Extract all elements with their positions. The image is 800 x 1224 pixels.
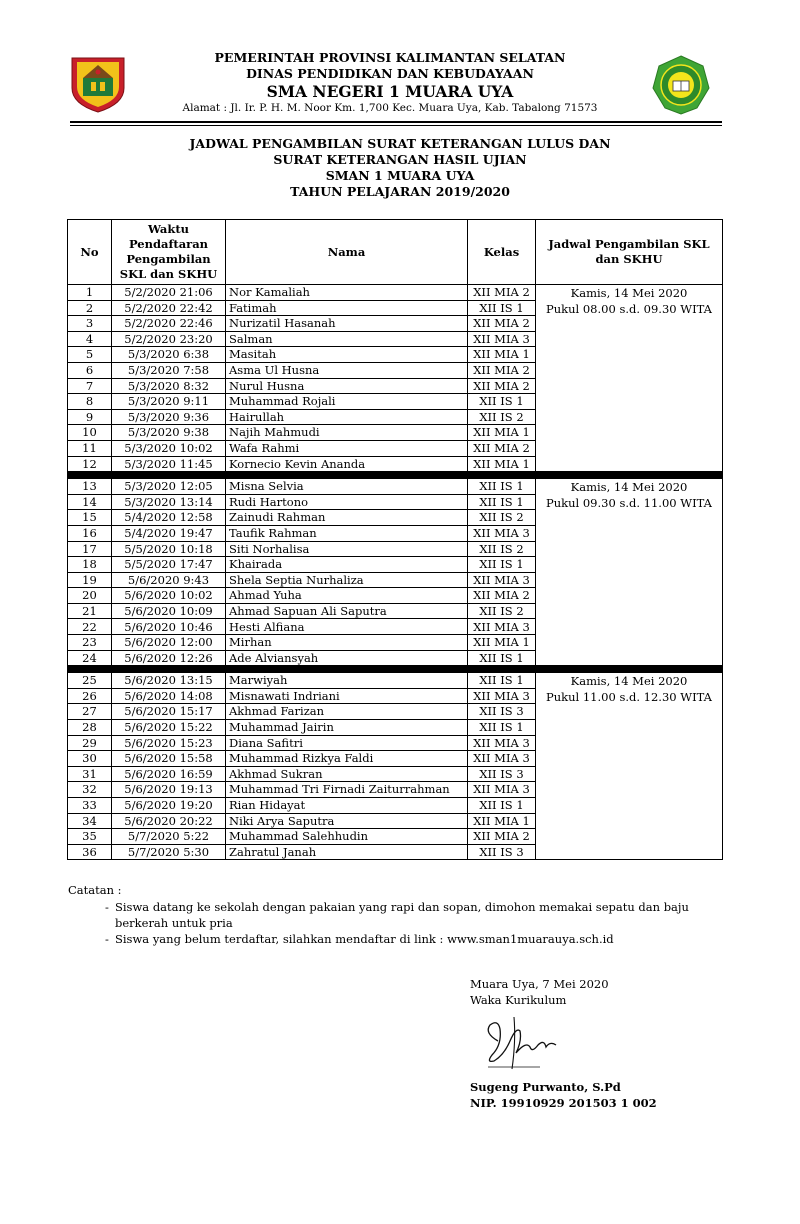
signer-name: Sugeng Purwanto, S.Pd	[470, 1080, 621, 1094]
row-name: Muhammad Salehhudin	[226, 829, 468, 845]
row-name: Asma Ul Husna	[226, 362, 468, 378]
row-registration-time: 5/2/2020 21:06	[112, 285, 226, 301]
row-class: XII MIA 2	[468, 829, 536, 845]
title-line-1: JADWAL PENGAMBILAN SURAT KETERANGAN LULUS DAN	[189, 136, 611, 151]
row-no: 15	[68, 510, 112, 526]
place-date: Muara Uya, 7 Mei 2020	[470, 977, 609, 991]
row-class: XII MIA 2	[468, 362, 536, 378]
row-registration-time: 5/7/2020 5:22	[112, 829, 226, 845]
document-title	[100, 136, 700, 200]
letterhead	[0, 0, 800, 126]
row-registration-time: 5/3/2020 9:11	[112, 394, 226, 410]
table-header-row	[68, 220, 723, 285]
row-class: XII MIA 3	[468, 688, 536, 704]
school-name: SMA NEGERI 1 MUARA UYA	[266, 82, 514, 101]
header-name: Nama	[226, 220, 468, 285]
row-no: 7	[68, 378, 112, 394]
title-line-3: SMAN 1 MUARA UYA	[325, 168, 475, 183]
row-registration-time: 5/2/2020 22:46	[112, 316, 226, 332]
row-registration-time: 5/6/2020 13:15	[112, 673, 226, 689]
row-name: Khairada	[226, 557, 468, 573]
schedule-time: Pukul 11.00 s.d. 12.30 WITA	[546, 690, 712, 705]
row-class: XII IS 1	[468, 300, 536, 316]
row-registration-time: 5/6/2020 10:09	[112, 603, 226, 619]
row-no: 24	[68, 650, 112, 666]
row-registration-time: 5/6/2020 10:02	[112, 588, 226, 604]
row-name: Fatimah	[226, 300, 468, 316]
schedule-time: Pukul 08.00 s.d. 09.30 WITA	[546, 302, 712, 316]
handwritten-signature	[470, 1011, 590, 1075]
row-registration-time: 5/6/2020 15:23	[112, 735, 226, 751]
schedule-day: Kamis, 14 Mei 2020	[570, 286, 688, 300]
row-name: Ahmad Sapuan Ali Saputra	[226, 603, 468, 619]
row-no: 34	[68, 813, 112, 829]
row-name: Wafa Rahmi	[226, 440, 468, 456]
row-registration-time: 5/6/2020 16:59	[112, 766, 226, 782]
row-no: 27	[68, 704, 112, 720]
row-name: Salman	[226, 331, 468, 347]
row-name: Hairullah	[226, 409, 468, 425]
province-emblem-icon	[69, 52, 127, 114]
row-registration-time: 5/2/2020 23:20	[112, 331, 226, 347]
row-class: XII MIA 2	[468, 378, 536, 394]
row-name: Zainudi Rahman	[226, 510, 468, 526]
row-registration-time: 5/6/2020 12:00	[112, 635, 226, 651]
separator-bar	[68, 472, 723, 479]
school-logo-icon	[651, 54, 711, 116]
row-name: Mirhan	[226, 635, 468, 651]
row-registration-time: 5/6/2020 19:13	[112, 782, 226, 798]
row-registration-time: 5/4/2020 19:47	[112, 525, 226, 541]
schedule-day: Kamis, 14 Mei 2020	[570, 674, 688, 689]
row-no: 26	[68, 688, 112, 704]
row-registration-time: 5/3/2020 10:02	[112, 440, 226, 456]
row-class: XII MIA 3	[468, 572, 536, 588]
row-no: 18	[68, 557, 112, 573]
row-class: XII MIA 2	[468, 285, 536, 301]
group-separator	[68, 666, 723, 673]
row-name: Akhmad Farizan	[226, 704, 468, 720]
row-no: 5	[68, 347, 112, 363]
header-class: Kelas	[468, 220, 536, 285]
row-name: Akhmad Sukran	[226, 766, 468, 782]
row-registration-time: 5/5/2020 17:47	[112, 557, 226, 573]
table-row	[68, 285, 723, 301]
row-name: Taufik Rahman	[226, 525, 468, 541]
table-row	[68, 673, 723, 689]
row-class: XII IS 3	[468, 766, 536, 782]
row-registration-time: 5/3/2020 9:38	[112, 425, 226, 441]
row-registration-time: 5/2/2020 22:42	[112, 300, 226, 316]
row-no: 11	[68, 440, 112, 456]
row-no: 12	[68, 456, 112, 472]
row-class: XII MIA 3	[468, 751, 536, 767]
row-no: 6	[68, 362, 112, 378]
row-registration-time: 5/3/2020 12:05	[112, 479, 226, 495]
row-registration-time: 5/6/2020 15:58	[112, 751, 226, 767]
schedule-time: Pukul 09.30 s.d. 11.00 WITA	[546, 496, 712, 511]
row-no: 30	[68, 751, 112, 767]
row-class: XII MIA 1	[468, 813, 536, 829]
row-name: Muhammad Jairin	[226, 720, 468, 736]
row-name: Misnawati Indriani	[226, 688, 468, 704]
row-registration-time: 5/6/2020 9:43	[112, 572, 226, 588]
row-class: XII MIA 1	[468, 456, 536, 472]
government-name: PEMERINTAH PROVINSI KALIMANTAN SELATAN	[214, 50, 566, 65]
row-registration-time: 5/6/2020 15:17	[112, 704, 226, 720]
department-name: DINAS PENDIDIKAN DAN KEBUDAYAAN	[246, 66, 534, 81]
row-name: Nurizatil Hasanah	[226, 316, 468, 332]
signer-role: Waka Kurikulum	[470, 993, 567, 1007]
row-class: XII MIA 3	[468, 525, 536, 541]
row-class: XII MIA 2	[468, 588, 536, 604]
row-registration-time: 5/4/2020 12:58	[112, 510, 226, 526]
table-row	[68, 479, 723, 495]
row-class: XII IS 1	[468, 720, 536, 736]
row-no: 28	[68, 720, 112, 736]
row-no: 21	[68, 603, 112, 619]
header-no: No	[68, 220, 112, 285]
row-class: XII IS 1	[468, 394, 536, 410]
row-no: 25	[68, 673, 112, 689]
row-class: XII IS 2	[468, 603, 536, 619]
letterhead-text	[140, 50, 640, 115]
row-class: XII MIA 2	[468, 440, 536, 456]
row-no: 31	[68, 766, 112, 782]
signer-nip: NIP. 19910929 201503 1 002	[470, 1096, 657, 1110]
row-class: XII IS 3	[468, 844, 536, 860]
row-no: 4	[68, 331, 112, 347]
row-registration-time: 5/5/2020 10:18	[112, 541, 226, 557]
row-registration-time: 5/3/2020 7:58	[112, 362, 226, 378]
row-name: Kornecio Kevin Ananda	[226, 456, 468, 472]
row-class: XII MIA 2	[468, 316, 536, 332]
row-name: Nor Kamaliah	[226, 285, 468, 301]
group-separator	[68, 472, 723, 479]
row-no: 16	[68, 525, 112, 541]
note-item: - Siswa yang belum terdaftar, silahkan mendaftar di link : www.sman1muarauya.sch.id	[105, 931, 728, 947]
row-class: XII MIA 3	[468, 331, 536, 347]
row-no: 32	[68, 782, 112, 798]
row-class: XII IS 2	[468, 510, 536, 526]
notes-list	[68, 899, 728, 947]
row-name: Najih Mahmudi	[226, 425, 468, 441]
school-address: Alamat : Jl. Ir. P. H. M. Noor Km. 1,700 Kec. Muara Uya, Kab. Tabalong 71573	[182, 102, 598, 114]
row-name: Ahmad Yuha	[226, 588, 468, 604]
row-class: XII IS 1	[468, 479, 536, 495]
row-class: XII MIA 1	[468, 635, 536, 651]
notes-label: Catatan :	[68, 883, 122, 897]
row-no: 13	[68, 479, 112, 495]
row-name: Diana Safitri	[226, 735, 468, 751]
row-class: XII IS 2	[468, 409, 536, 425]
row-no: 17	[68, 541, 112, 557]
row-registration-time: 5/6/2020 20:22	[112, 813, 226, 829]
row-name: Rudi Hartono	[226, 494, 468, 510]
notes	[68, 882, 728, 947]
row-class: XII MIA 1	[468, 425, 536, 441]
row-no: 22	[68, 619, 112, 635]
row-class: XII IS 1	[468, 650, 536, 666]
schedule-cell	[536, 285, 723, 472]
row-registration-time: 5/6/2020 10:46	[112, 619, 226, 635]
row-class: XII MIA 3	[468, 782, 536, 798]
schedule-cell	[536, 479, 723, 666]
row-no: 19	[68, 572, 112, 588]
row-registration-time: 5/3/2020 9:36	[112, 409, 226, 425]
title-line-4: TAHUN PELAJARAN 2019/2020	[290, 184, 510, 199]
row-name: Nurul Husna	[226, 378, 468, 394]
row-no: 3	[68, 316, 112, 332]
note-item: - Siswa datang ke sekolah dengan pakaian yang rapi dan sopan, dimohon memakai sepatu dan baju berkerah untuk pria	[105, 899, 728, 931]
separator-bar	[68, 666, 723, 673]
row-class: XII MIA 1	[468, 347, 536, 363]
row-name: Muhammad Rojali	[226, 394, 468, 410]
signature-block	[470, 976, 730, 1111]
schedule-cell	[536, 673, 723, 860]
schedule-day: Kamis, 14 Mei 2020	[570, 480, 688, 495]
table-body	[68, 285, 723, 860]
row-registration-time: 5/3/2020 6:38	[112, 347, 226, 363]
row-no: 20	[68, 588, 112, 604]
row-no: 36	[68, 844, 112, 860]
row-class: XII IS 1	[468, 673, 536, 689]
row-no: 2	[68, 300, 112, 316]
schedule-table	[67, 219, 723, 860]
row-class: XII IS 1	[468, 494, 536, 510]
row-name: Muhammad Rizkya Faldi	[226, 751, 468, 767]
row-registration-time: 5/6/2020 15:22	[112, 720, 226, 736]
row-registration-time: 5/6/2020 12:26	[112, 650, 226, 666]
row-name: Masitah	[226, 347, 468, 363]
row-class: XII IS 2	[468, 541, 536, 557]
header-schedule: Jadwal Pengambilan SKL dan SKHU	[536, 220, 723, 285]
row-name: Misna Selvia	[226, 479, 468, 495]
row-registration-time: 5/6/2020 19:20	[112, 798, 226, 814]
row-no: 9	[68, 409, 112, 425]
row-name: Rian Hidayat	[226, 798, 468, 814]
row-class: XII MIA 3	[468, 735, 536, 751]
row-no: 1	[68, 285, 112, 301]
row-no: 33	[68, 798, 112, 814]
row-registration-time: 5/6/2020 14:08	[112, 688, 226, 704]
row-name: Hesti Alfiana	[226, 619, 468, 635]
title-line-2: SURAT KETERANGAN HASIL UJIAN	[273, 152, 527, 167]
row-no: 35	[68, 829, 112, 845]
row-name: Muhammad Tri Firnadi Zaiturrahman	[226, 782, 468, 798]
row-registration-time: 5/3/2020 8:32	[112, 378, 226, 394]
row-class: XII IS 1	[468, 557, 536, 573]
row-no: 29	[68, 735, 112, 751]
row-registration-time: 5/7/2020 5:30	[112, 844, 226, 860]
row-class: XII IS 3	[468, 704, 536, 720]
row-registration-time: 5/3/2020 13:14	[112, 494, 226, 510]
row-name: Zahratul Janah	[226, 844, 468, 860]
row-name: Shela Septia Nurhaliza	[226, 572, 468, 588]
row-registration-time: 5/3/2020 11:45	[112, 456, 226, 472]
row-name: Siti Norhalisa	[226, 541, 468, 557]
row-name: Marwiyah	[226, 673, 468, 689]
row-name: Niki Arya Saputra	[226, 813, 468, 829]
letterhead-rule	[70, 121, 722, 123]
row-no: 14	[68, 494, 112, 510]
row-class: XII MIA 3	[468, 619, 536, 635]
letterhead-rule-thin	[70, 125, 722, 126]
row-no: 23	[68, 635, 112, 651]
row-no: 8	[68, 394, 112, 410]
header-registration-time: Waktu Pendaftaran Pengambilan SKL dan SKHU	[112, 220, 226, 285]
row-class: XII IS 1	[468, 798, 536, 814]
row-no: 10	[68, 425, 112, 441]
row-name: Ade Alviansyah	[226, 650, 468, 666]
